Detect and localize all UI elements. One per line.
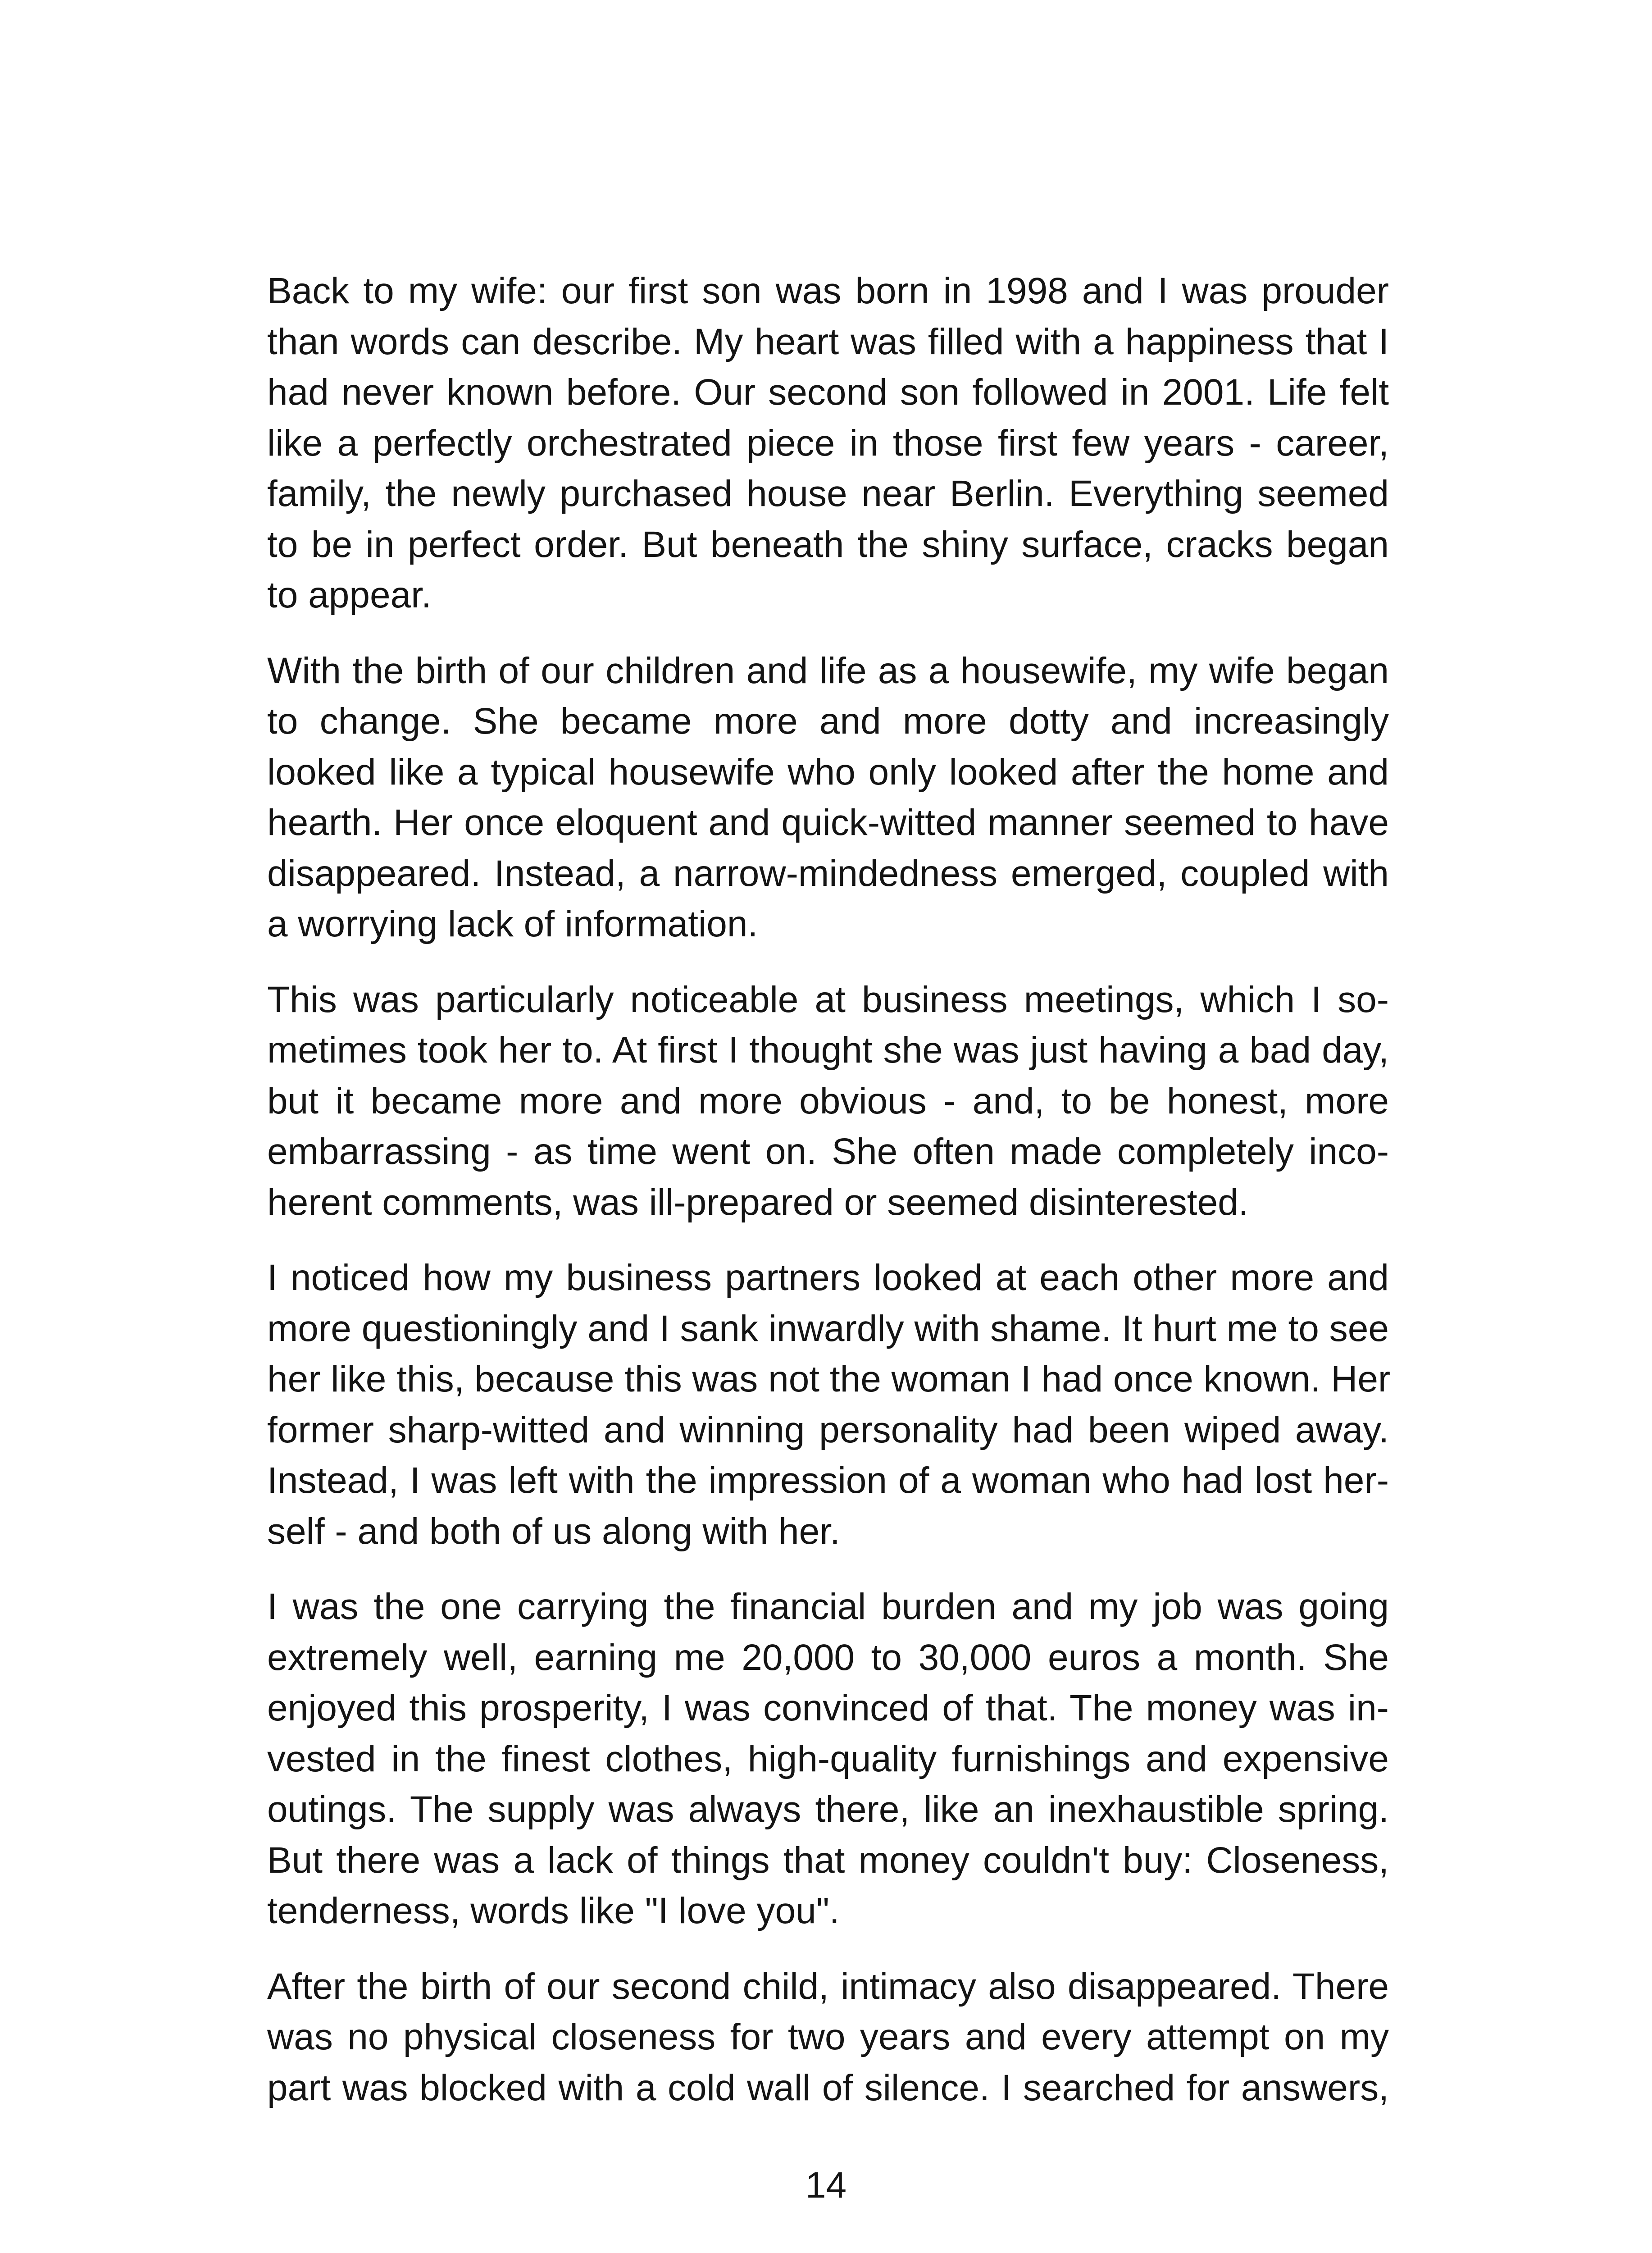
text-line: I was the one carrying the financial burden and my job was going	[267, 1586, 1389, 1627]
text-line: vested in the finest clothes, high-quality furnishings and expensive	[267, 1738, 1389, 1779]
text-line: I noticed how my business partners looked at each other more and	[267, 1257, 1389, 1298]
text-line: family, the newly purchased house near Berlin. Everything seemed	[267, 473, 1389, 514]
text-line: self - and both of us along with her.	[267, 1510, 840, 1552]
text-line: Instead, I was left with the impression of a woman who had lost her-	[267, 1460, 1389, 1501]
text-line: herent comments, was ill-prepared or seemed disinterested.	[267, 1181, 1249, 1223]
text-line: embarrassing - as time went on. She often made completely inco-	[267, 1131, 1389, 1172]
text-line: had never known before. Our second son followed in 2001. Life felt	[267, 372, 1389, 413]
text-line: hearth. Her once eloquent and quick-witted manner seemed to have	[267, 802, 1389, 843]
paragraph-3	[267, 975, 1389, 1228]
text-line: to appear.	[267, 575, 432, 616]
text-line: tenderness, words like "I love you".	[267, 1890, 840, 1931]
text-line: like a perfectly orchestrated piece in those first few years - career,	[267, 422, 1389, 464]
text-line: part was blocked with a cold wall of silence. I searched for answers,	[267, 2067, 1389, 2108]
text-line: After the birth of our second child, intimacy also disappeared. There	[267, 1966, 1389, 2007]
text-line: a worrying lack of information.	[267, 903, 758, 944]
text-line: her like this, because this was not the woman I had once known. Her	[267, 1359, 1391, 1400]
paragraph-2	[267, 646, 1389, 950]
text-line: metimes took her to. At first I thought she was just having a bad day,	[267, 1030, 1389, 1071]
text-line: was no physical closeness for two years and every attempt on my	[267, 2016, 1389, 2057]
text-line: than words can describe. My heart was filled with a happiness that I	[267, 321, 1389, 362]
text-line: Back to my wife: our first son was born in 1998 and I was prouder	[267, 270, 1389, 311]
text-line: With the birth of our children and life as a housewife, my wife began	[267, 650, 1389, 691]
text-line: former sharp-witted and winning personality had been wiped away.	[267, 1409, 1389, 1450]
text-line: but it became more and more obvious - and, to be honest, more	[267, 1080, 1389, 1122]
page-number: 14	[805, 2165, 847, 2206]
text-line: disappeared. Instead, a narrow-mindedness emerged, coupled with	[267, 853, 1389, 894]
paragraph-6	[267, 1961, 1389, 2114]
text-line: enjoyed this prosperity, I was convinced of that. The money was in-	[267, 1687, 1389, 1729]
text-line: But there was a lack of things that money couldn't buy: Closeness,	[267, 1839, 1389, 1881]
text-line: extremely well, earning me 20,000 to 30,000 euros a month. She	[267, 1637, 1389, 1678]
text-line: This was particularly noticeable at business meetings, which I so-	[267, 979, 1389, 1020]
text-line: more questioningly and I sank inwardly with shame. It hurt me to see	[267, 1308, 1389, 1349]
text-line: outings. The supply was always there, like an inexhaustible spring.	[267, 1789, 1389, 1830]
text-line: looked like a typical housewife who only looked after the home and	[267, 751, 1389, 793]
paragraph-5	[267, 1582, 1389, 1937]
paragraph-1	[267, 266, 1389, 621]
body-text	[267, 266, 1389, 2138]
paragraph-4	[267, 1253, 1389, 1557]
text-line: to change. She became more and more dotty and increasingly	[267, 701, 1389, 742]
text-line: to be in perfect order. But beneath the shiny surface, cracks began	[267, 524, 1389, 565]
